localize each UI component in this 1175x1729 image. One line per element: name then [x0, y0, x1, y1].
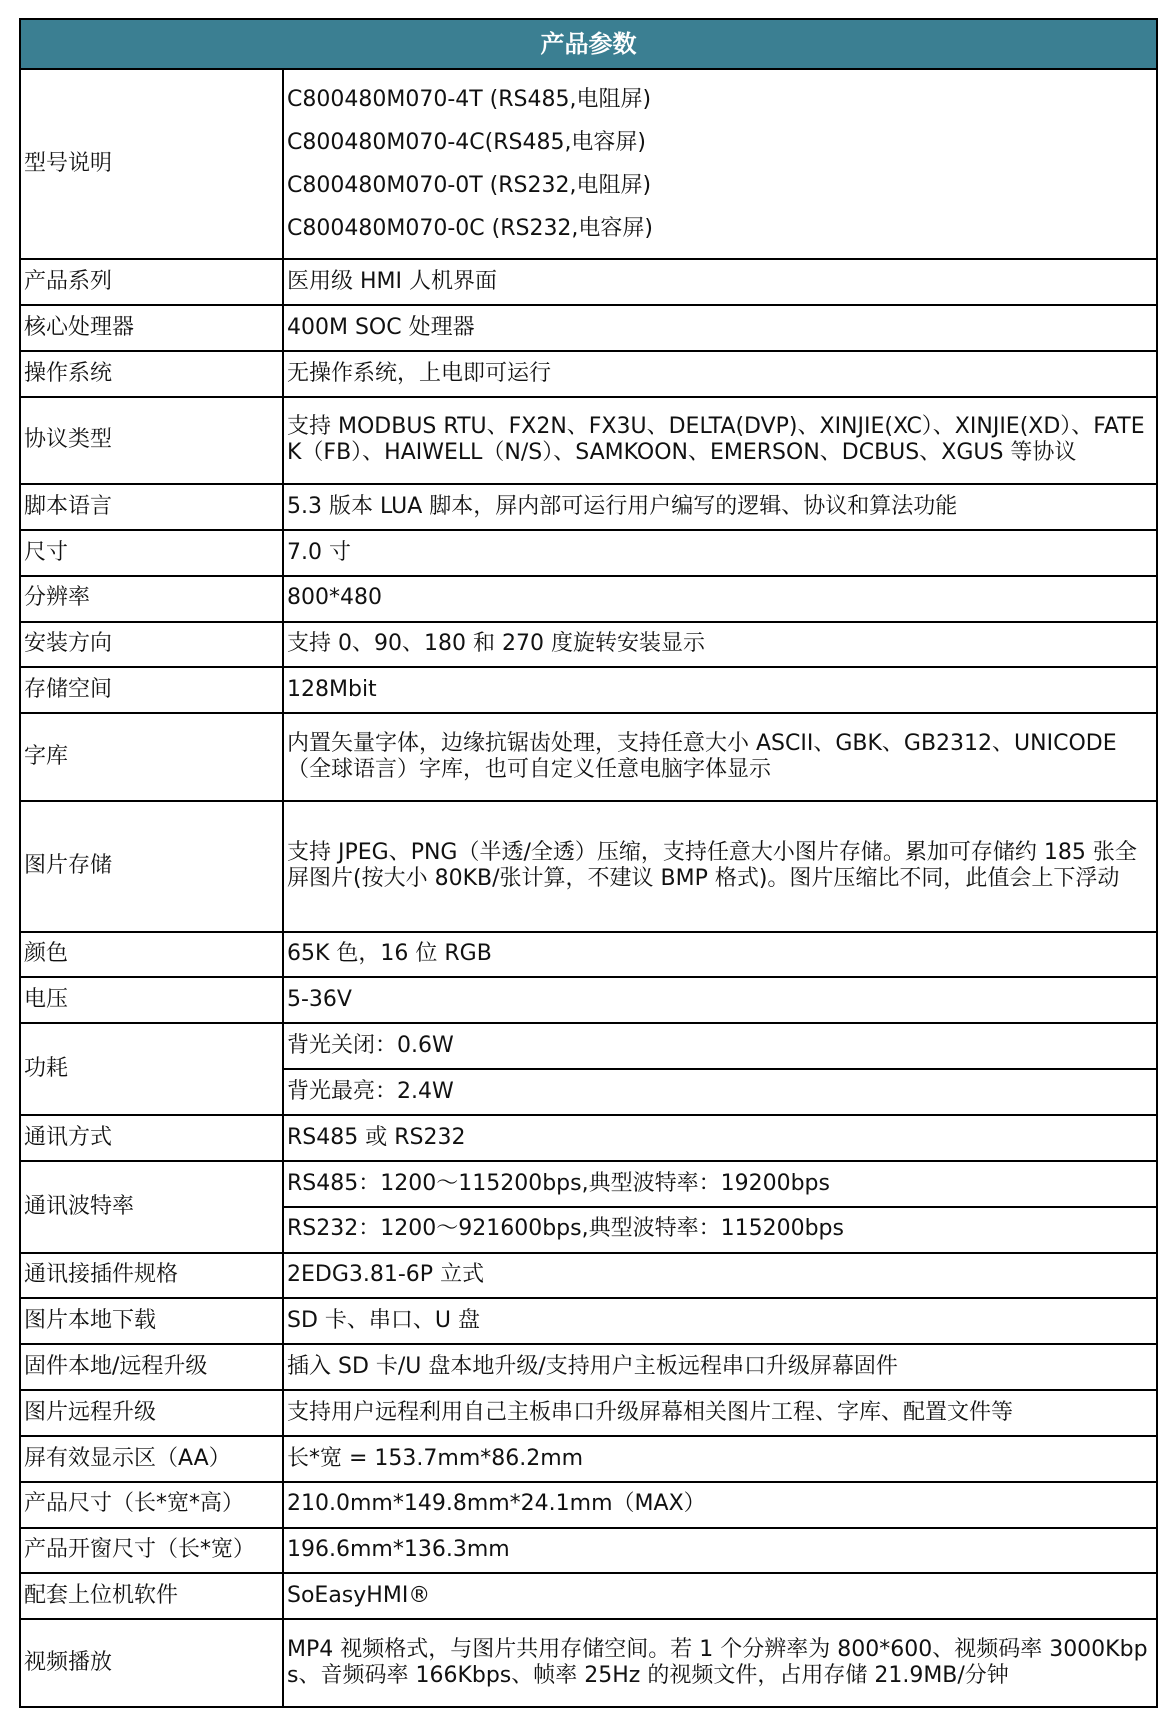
table-row: [20, 484, 1157, 530]
row-label: 屏有效显示区（AA）: [20, 1436, 283, 1482]
row-label: 配套上位机软件: [20, 1573, 283, 1619]
row-label: 功耗: [20, 1023, 283, 1115]
spec-table: [19, 18, 1158, 1708]
table-row: [20, 1298, 1157, 1344]
row-label: 协议类型: [20, 397, 283, 484]
row-label: 存储空间: [20, 667, 283, 713]
row-label: 图片本地下载: [20, 1298, 283, 1344]
table-row: [20, 932, 1157, 978]
row-value: 65K 色，16 位 RGB: [283, 932, 1157, 978]
row-value: 7.0 寸: [283, 530, 1157, 576]
row-label: 通讯接插件规格: [20, 1253, 283, 1299]
table-row: [20, 576, 1157, 622]
table-row: [20, 713, 1157, 800]
row-label: 安装方向: [20, 622, 283, 668]
row-label: 颜色: [20, 932, 283, 978]
table-row: [20, 667, 1157, 713]
row-value: 5.3 版本 LUA 脚本，屏内部可运行用户编写的逻辑、协议和算法功能: [283, 484, 1157, 530]
row-label: 产品开窗尺寸（长*宽）: [20, 1528, 283, 1574]
row-label: 尺寸: [20, 530, 283, 576]
row-label: 核心处理器: [20, 305, 283, 351]
row-value: 支持用户远程利用自己主板串口升级屏幕相关图片工程、字库、配置文件等: [283, 1390, 1157, 1436]
row-value: RS232：1200～921600bps,典型波特率：115200bps: [283, 1207, 1157, 1253]
row-value: 400M SOC 处理器: [283, 305, 1157, 351]
row-label: 操作系统: [20, 351, 283, 397]
row-value: 196.6mm*136.3mm: [283, 1528, 1157, 1574]
table-row: [20, 1619, 1157, 1707]
row-label: 固件本地/远程升级: [20, 1344, 283, 1390]
table-row: [20, 1253, 1157, 1299]
row-label: 图片存储: [20, 801, 283, 932]
row-value: 支持 0、90、180 和 270 度旋转安装显示: [283, 622, 1157, 668]
row-value: 医用级 HMI 人机界面: [283, 259, 1157, 305]
row-label: 视频播放: [20, 1619, 283, 1707]
table-row: [20, 1161, 1157, 1207]
value-line: C800480M070-4T (RS485,电阻屏): [287, 87, 652, 113]
row-label: 产品尺寸（长*宽*高）: [20, 1482, 283, 1528]
row-label: 脚本语言: [20, 484, 283, 530]
value-line: C800480M070-4C(RS485,电容屏): [287, 130, 647, 156]
row-value: 背光关闭：0.6W: [283, 1023, 1157, 1069]
row-label: 通讯波特率: [20, 1161, 283, 1253]
table-row: [20, 1390, 1157, 1436]
row-value: 插入 SD 卡/U 盘本地升级/支持用户主板远程串口升级屏幕固件: [283, 1344, 1157, 1390]
row-value: 5-36V: [283, 977, 1157, 1023]
value-line: C800480M070-0C (RS232,电容屏): [287, 216, 654, 242]
row-value: RS485 或 RS232: [283, 1115, 1157, 1161]
row-value: 无操作系统，上电即可运行: [283, 351, 1157, 397]
table-row: [20, 69, 1157, 259]
row-label: 电压: [20, 977, 283, 1023]
row-label: 图片远程升级: [20, 1390, 283, 1436]
row-value: 背光最亮：2.4W: [283, 1069, 1157, 1115]
row-value: 支持 JPEG、PNG（半透/全透）压缩，支持任意大小图片存储。累加可存储约 185 张全屏图片(按大小 80KB/张计算，不建议 BMP 格式)。图片压缩比不同，此值会上下浮动: [283, 801, 1157, 932]
table-row: [20, 1528, 1157, 1574]
row-value: 支持 MODBUS RTU、FX2N、FX3U、DELTA(DVP)、XINJIE(XC）、XINJIE(XD）、FATEK（FB）、HAIWELL（N/S）、SAMKOON、EMERSON、DCBUS、XGUS 等协议: [283, 397, 1157, 484]
row-label: 产品系列: [20, 259, 283, 305]
table-row: [20, 1573, 1157, 1619]
row-label: 分辨率: [20, 576, 283, 622]
table-row: [20, 801, 1157, 932]
table-row: [20, 397, 1157, 484]
table-row: [20, 305, 1157, 351]
row-value: 210.0mm*149.8mm*24.1mm（MAX）: [283, 1482, 1157, 1528]
value-line: C800480M070-0T (RS232,电阻屏): [287, 173, 652, 199]
table-row: [20, 1482, 1157, 1528]
row-value: 128Mbit: [283, 667, 1157, 713]
table-header-row: [20, 19, 1157, 69]
row-label: 字库: [20, 713, 283, 800]
row-value: [283, 69, 1157, 259]
table-row: [20, 1344, 1157, 1390]
row-label: 型号说明: [20, 69, 283, 259]
table-row: [20, 1115, 1157, 1161]
table-row: [20, 259, 1157, 305]
row-value: MP4 视频格式，与图片共用存储空间。若 1 个分辨率为 800*600、视频码率 3000Kbps、音频码率 166Kbps、帧率 25Hz 的视频文件，占用存储 21.9MB/分钟: [283, 1619, 1157, 1707]
row-label: 通讯方式: [20, 1115, 283, 1161]
row-value: SoEasyHMI®: [283, 1573, 1157, 1619]
table-row: [20, 351, 1157, 397]
table-row: [20, 1436, 1157, 1482]
row-value: 内置矢量字体，边缘抗锯齿处理，支持任意大小 ASCII、GBK、GB2312、UNICODE（全球语言）字库，也可自定义任意电脑字体显示: [283, 713, 1157, 800]
row-value: 2EDG3.81-6P 立式: [283, 1253, 1157, 1299]
table-row: [20, 530, 1157, 576]
row-value: 800*480: [283, 576, 1157, 622]
row-value: 长*宽 = 153.7mm*86.2mm: [283, 1436, 1157, 1482]
table-row: [20, 622, 1157, 668]
table-row: [20, 977, 1157, 1023]
table-title: 产品参数: [20, 19, 1157, 69]
row-value: SD 卡、串口、U 盘: [283, 1298, 1157, 1344]
table-row: [20, 1023, 1157, 1069]
row-value: RS485：1200～115200bps,典型波特率：19200bps: [283, 1161, 1157, 1207]
